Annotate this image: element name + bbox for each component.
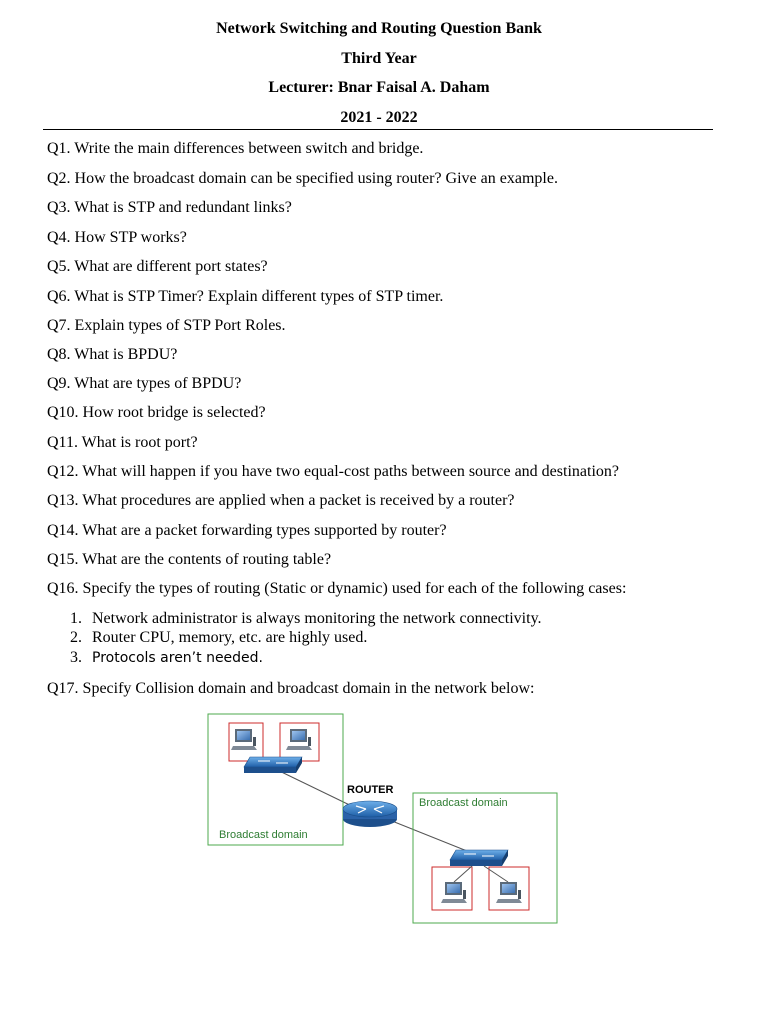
list-text: Router CPU, memory, etc. are highly used.	[92, 629, 368, 646]
right-domain-label: Broadcast domain	[419, 797, 508, 809]
document-session: 2021 - 2022	[340, 109, 418, 126]
question-q15: Q15. What are the contents of routing table?	[47, 551, 332, 568]
link-switch-pc	[484, 866, 508, 882]
router-icon	[343, 801, 397, 827]
list-item	[70, 610, 542, 628]
question-q11: Q11. What is root port?	[47, 434, 198, 451]
pc-icon	[496, 882, 522, 903]
question-q16: Q16. Specify the types of routing (Static or dynamic) used for each of the following cases:	[47, 580, 627, 597]
list-number: 1.	[70, 610, 82, 627]
question-q9: Q9. What are types of BPDU?	[47, 375, 242, 392]
left-broadcast-domain	[208, 714, 343, 845]
question-q17: Q17. Specify Collision domain and broadcast domain in the network below:	[47, 680, 535, 697]
question-q5: Q5. What are different port states?	[47, 258, 268, 275]
router-label: ROUTER	[347, 784, 394, 796]
header-divider	[43, 129, 713, 130]
list-item	[70, 649, 263, 667]
question-q2: Q2. How the broadcast domain can be specified using router? Give an example.	[47, 170, 558, 187]
document-year: Third Year	[341, 50, 417, 67]
link-switch-pc	[454, 866, 472, 882]
question-q4: Q4. How STP works?	[47, 229, 187, 246]
question-q7: Q7. Explain types of STP Port Roles.	[47, 317, 286, 334]
question-q12: Q12. What will happen if you have two equal-cost paths between source and destination?	[47, 463, 619, 480]
pc-icon	[231, 729, 257, 750]
question-q10: Q10. How root bridge is selected?	[47, 404, 266, 421]
switch-icon	[450, 850, 508, 866]
list-text: Network administrator is always monitoring the network connectivity.	[92, 610, 542, 627]
question-q14: Q14. What are a packet forwarding types supported by router?	[47, 522, 447, 539]
document-lecturer: Lecturer: Bnar Faisal A. Daham	[268, 79, 490, 96]
document-title: Network Switching and Routing Question Bank	[216, 20, 542, 37]
question-q6: Q6. What is STP Timer? Explain different types of STP timer.	[47, 288, 444, 305]
pc-icon	[286, 729, 312, 750]
switch-icon	[244, 757, 302, 773]
question-q3: Q3. What is STP and redundant links?	[47, 199, 292, 216]
list-text: Protocols aren’t needed.	[92, 650, 264, 666]
list-number: 3.	[70, 649, 82, 666]
list-item	[70, 629, 367, 647]
question-q13: Q13. What procedures are applied when a packet is received by a router?	[47, 492, 515, 509]
pc-icon	[441, 882, 467, 903]
question-q8: Q8. What is BPDU?	[47, 346, 178, 363]
network-diagram	[192, 707, 568, 929]
list-number: 2.	[70, 629, 82, 646]
left-domain-label: Broadcast domain	[219, 829, 308, 841]
question-q1: Q1. Write the main differences between switch and bridge.	[47, 140, 424, 157]
